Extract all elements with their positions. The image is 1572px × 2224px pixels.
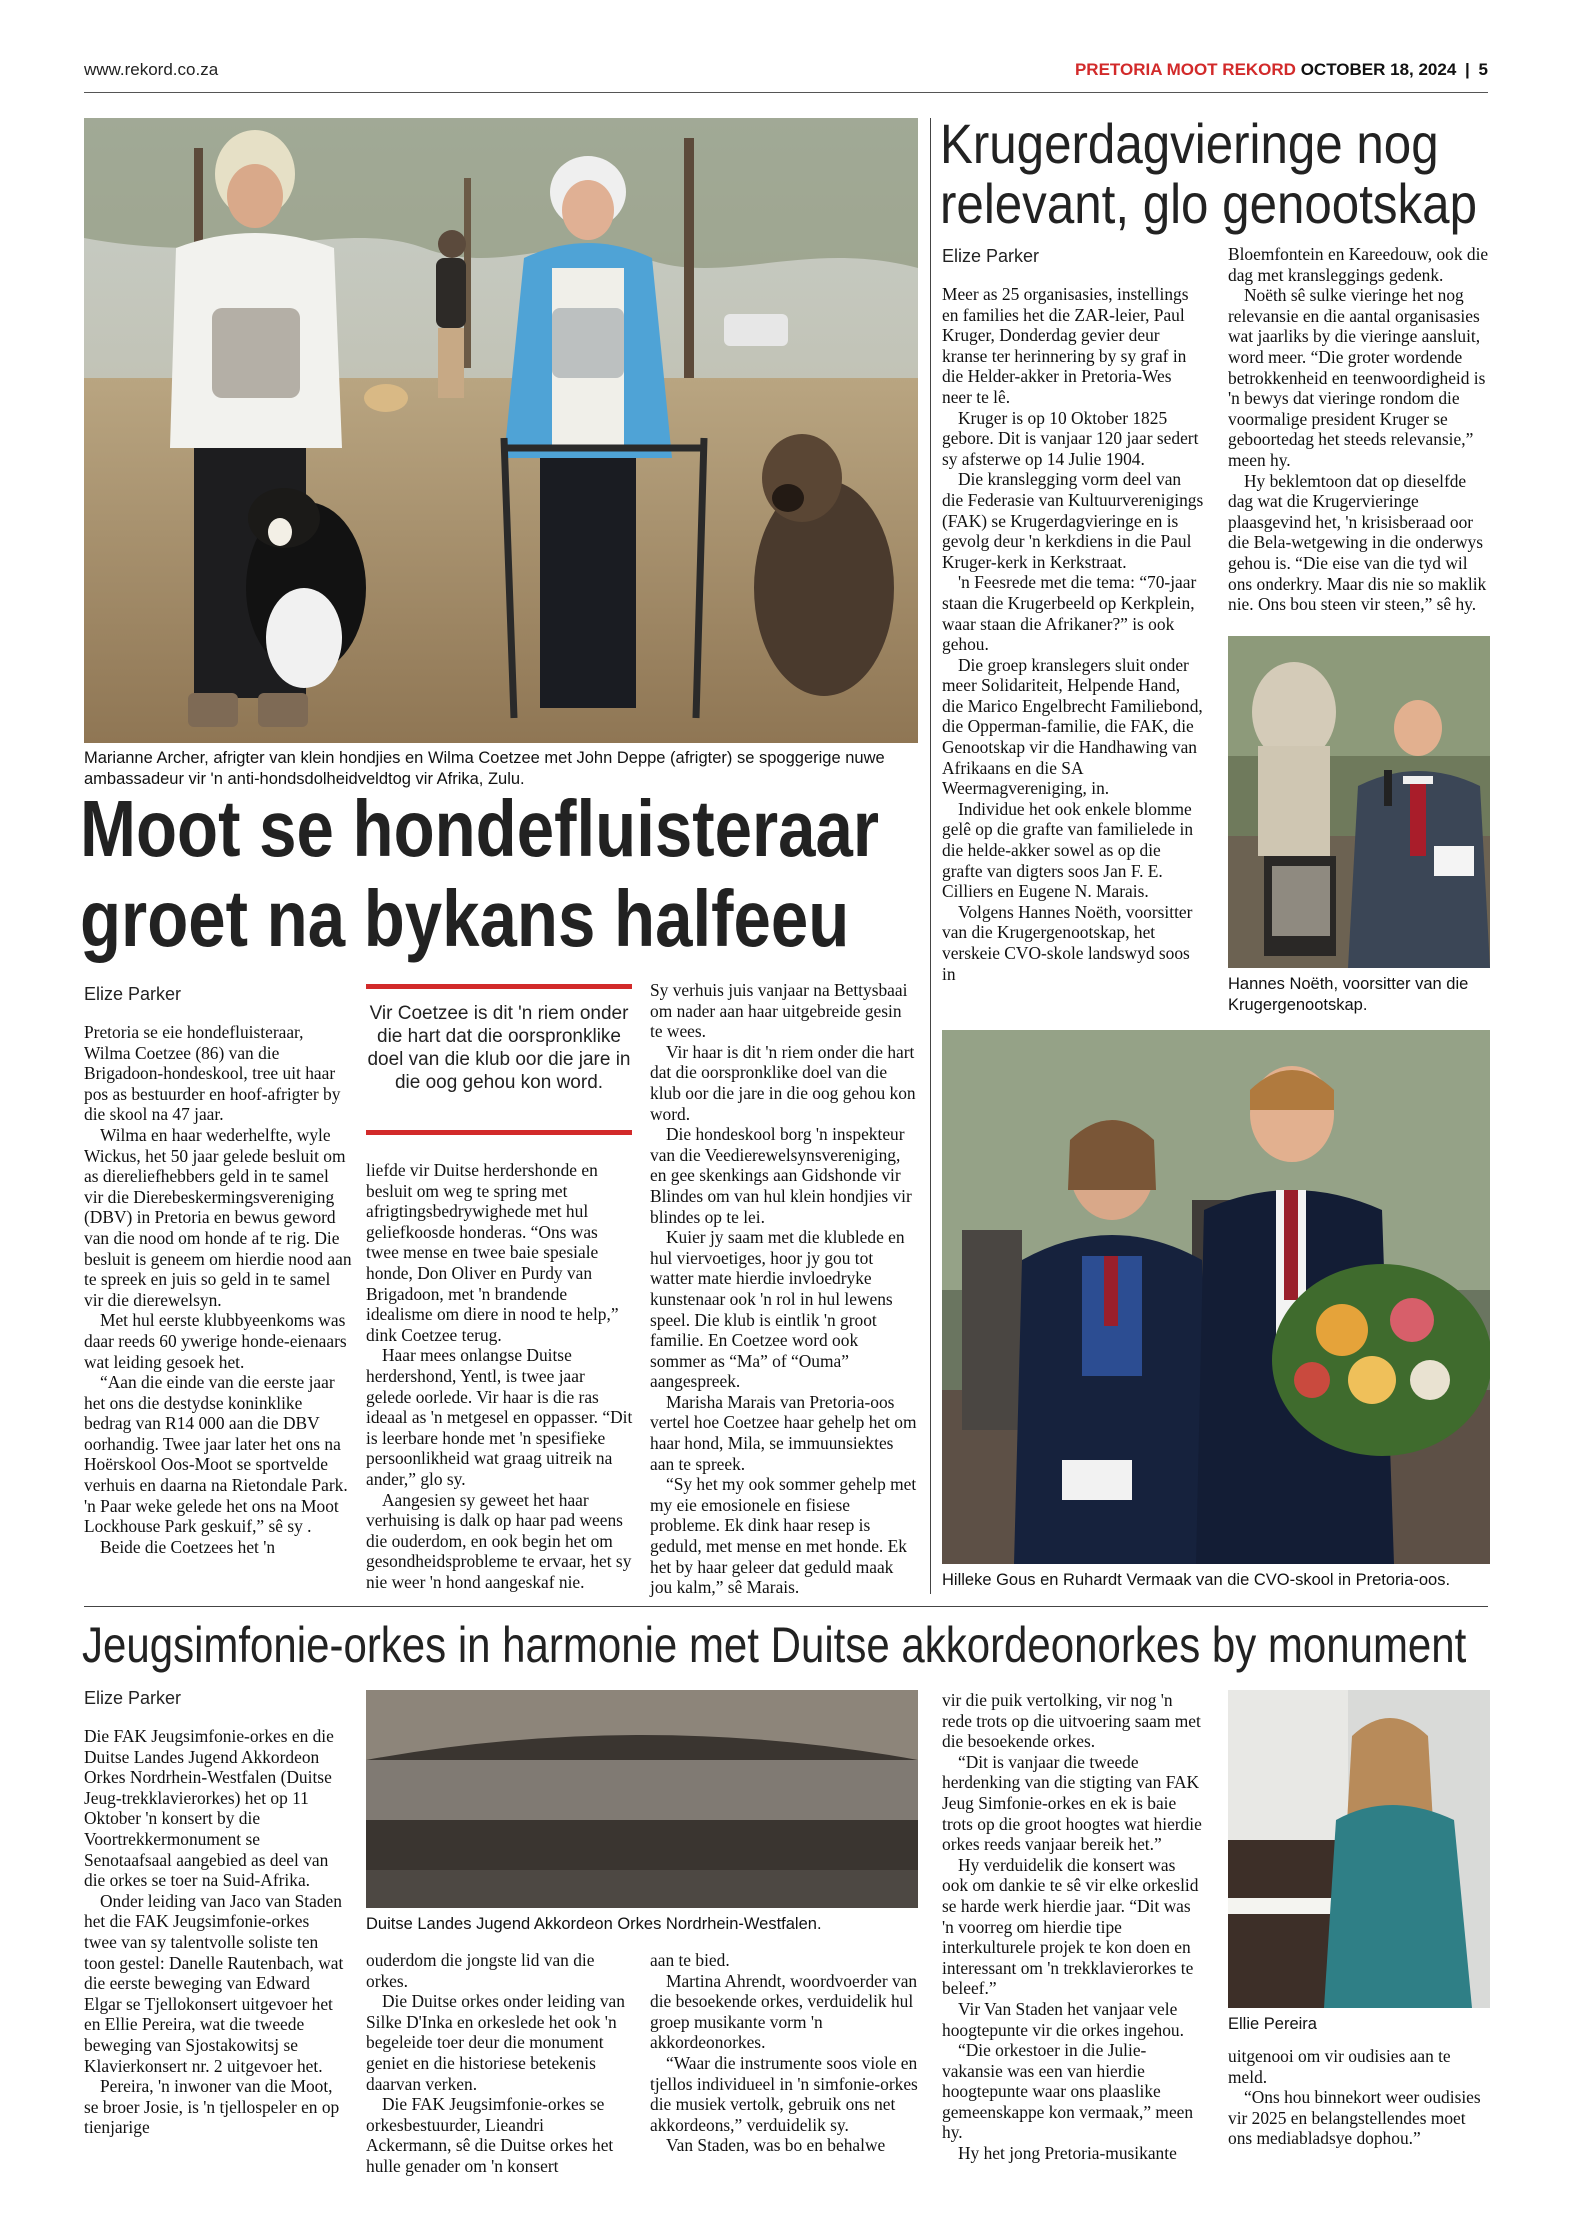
kruger-col1-p7: Volgens Hannes Noëth, voorsitter van die Krugergenootskap, het verskeie CVO-skole landswyd soos in bbox=[942, 901, 1193, 984]
dog-headline-line1: Moot se hondefluisteraar bbox=[80, 784, 880, 873]
students-photo bbox=[942, 1030, 1490, 1564]
dog-col1-p1: Pretoria se eie hondefluisteraar, Wilma Coetzee (86) van die Brigadoon-hondeskool, tree uit haar pos as bestuurder en hoof-afrigter by die skool na 47 jaar. bbox=[84, 1022, 341, 1125]
students-photo-caption: Hilleke Gous en Ruhardt Vermaak van die CVO-skool in Pretoria-oos. bbox=[942, 1571, 1451, 1589]
orchestra-column-5 bbox=[1228, 2046, 1490, 2149]
page-header-info bbox=[1075, 60, 1488, 80]
kruger-column-2 bbox=[1228, 244, 1490, 615]
dog-photo bbox=[84, 118, 918, 743]
dog-column-3 bbox=[650, 980, 918, 1598]
pull-quote-rule-bottom bbox=[366, 1130, 632, 1135]
pull-quote: Vir Coetzee is dit 'n riem onder die hart dat die oorspronklike doel van die klub oor die jare in die oog gehou kon word. bbox=[367, 1003, 631, 1093]
orch-col3-p2: Martina Ahrendt, woordvoerder van die besoekende orkes, verduidelik hul groep musikante vorm 'n akkordeonorkes. bbox=[650, 1970, 918, 2053]
issue-date: OCTOBER 18, 2024 bbox=[1300, 60, 1457, 79]
orchestra-photo bbox=[366, 1690, 918, 1908]
kruger-col1-p3: Die kranslegging vorm deel van die Federasie van Kultuurverenigings (FAK) se Krugerdagvieringe en is gevolg deur 'n kerkdiens in die Paul Kruger-kerk in Kerkstraat. bbox=[942, 469, 1204, 572]
dog-col1-p4: “Aan die einde van die eerste jaar het ons die destydse koninklike bedrag van R14 000 aan die DBV oorhandig. Twee jaar later het ons na Hoërskool Oos-Moot se sportvelde verhuis en daarna na Rietondale Park. 'n Paar weke gelede het ons na Moot Lockhouse Park geskuif,” sê sy . bbox=[84, 1372, 348, 1537]
dog-col3-p4: Kuier jy saam met die klublede en hul viervoetiges, hoor jy gou tot watter mate hierdie invloedryke kunstenaar ook 'n rol in hul lewens speel. Die klub is eintlik 'n groot familie. En Coetzee word ook sommer as “Ma” of “Ouma” aangespreek. bbox=[650, 1227, 905, 1392]
site-url[interactable]: www.rekord.co.za bbox=[84, 60, 219, 79]
orchestra-column-1 bbox=[84, 1726, 346, 2138]
orchestra-photo-caption: Duitse Landes Jugend Akkordeon Orkes Nordrhein-Westfalen. bbox=[366, 1915, 822, 1933]
orch-col2-p2: Die Duitse orkes onder leiding van Silke D'Inka en orkeslede het ook 'n begeleide toer deur die monument geniet en die historiese betekenis daarvan verken. bbox=[366, 1991, 625, 2094]
dog-col3-p2: Vir haar is dit 'n riem onder die hart dat die oorspronklike doel van die klub oor die jare in die oog gehou kon word. bbox=[650, 1041, 916, 1124]
orchestra-column-4 bbox=[942, 1690, 1204, 2164]
dog-column-1 bbox=[84, 1022, 352, 1557]
dog-col2-p2: Haar mees onlangse Duitse herdershond, Yentl, is twee jaar gelede oorlede. Vir haar is die ras ideaal as 'n metgesel en oppasser. “Dit is leerbare honde met 'n spesifieke persoonlikheid wat graag uitreik na ander,” glo sy. bbox=[366, 1345, 633, 1489]
orch-col4-p2: “Dit is vanjaar die tweede herdenking van die stigting van FAK Jeug Simfonie-orkes en ek is baie trots op die groot hoogtes wat hierdie orkes reeds vanjaar bereik het.” bbox=[942, 1751, 1202, 1855]
kruger-col1-p6: Individue het ook enkele blomme gelê op die grafte van familielede in die helde-akker sowel as op die grafte van digters soos Jan F. E. Cilliers en Eugene N. Marais. bbox=[942, 798, 1194, 902]
pull-quote-rule-top bbox=[366, 984, 632, 989]
orchestra-column-3 bbox=[650, 1950, 918, 2156]
orchestra-column-2 bbox=[366, 1950, 632, 2177]
kruger-col1-p4: 'n Feesrede met die tema: “70-jaar staan die Krugerbeeld op Kerkplein, waar staan die Afrikaner?” is ook gehou. bbox=[942, 572, 1197, 655]
orch-col3-p1: aan te bied. bbox=[650, 1950, 730, 1970]
dog-col2-p3: Aangesien sy geweet het haar verhuising is dalk op haar pad weens die ouderdom, en ook begin het om gesondheidsprobleme te ervaar, het sy nie weer 'n hond aangeskaf nie. bbox=[366, 1489, 632, 1592]
column-divider bbox=[930, 118, 931, 1594]
dog-headline-line2: groet na bykans halfeeu bbox=[80, 874, 850, 963]
header-separator: | bbox=[1465, 60, 1470, 79]
page-number: 5 bbox=[1478, 60, 1488, 79]
kruger-col1-p1: Meer as 25 organisasies, instellings en families het die ZAR-leier, Paul Kruger, Donderdag gevier deur kranse ter herinnering by sy graf in die Helder-akker in Pretoria-Wes neer te lê. bbox=[942, 284, 1189, 407]
orch-col4-p3: Hy verduidelik die konsert was ook om dankie te sê vir elke orkeslid se harde werk hierdie jaar. “Dit was 'n voorreg om hierdie tipe interkulturele projek te kon doen en interessant om 'n trekklavierorkes te beleef.” bbox=[942, 1854, 1199, 1999]
dog-col1-p2: Wilma en haar wederhelfte, wyle Wickus, het 50 jaar gelede besluit om as diereliefhebbers geld in te samel vir die Dierebeskermingsvereniging (DBV) in Pretoria en bewus geword van die nood om honde af te rig. Die besluit is geneem om hierdie nood aan te spreek en juis so geld in te samel vir die dierewelsyn. bbox=[84, 1124, 352, 1310]
header-rule bbox=[84, 92, 1488, 93]
orch-col4-p1: vir die puik vertolking, vir nog 'n rede trots op die uitvoering saam met die besoekende orkes. bbox=[942, 1690, 1201, 1752]
orch-col5-p1: uitgenooi om vir oudisies aan te meld. bbox=[1228, 2046, 1451, 2087]
orch-col3-p4: Van Staden, was bo en behalwe bbox=[666, 2135, 886, 2156]
orch-col1-p2: Onder leiding van Jaco van Staden het die FAK Jeugsimfonie-orkes twee van sy talentvolle soliste ten toon gestel: Danelle Rautenbach, wat die eerste beweging van Edward Elgar se Tjellokonsert uitgevoer het en Ellie Pereira, wat die tweede beweging van Sjostakowitsj se Klavierkonsert nr. 2 uitgevoer het. bbox=[84, 1890, 344, 2076]
paper-name: PRETORIA MOOT REKORD bbox=[1074, 60, 1296, 79]
dog-photo-caption: Marianne Archer, afrigter van klein hondjies en Wilma Coetzee met John Deppe (afrigter) se spoggerige nuwe ambassadeur vir 'n anti-hondsdolheidveldtog vir Afrika, Zulu. bbox=[84, 749, 885, 788]
kruger-column-1 bbox=[942, 284, 1204, 984]
speaker-photo-caption: Hannes Noëth, voorsitter van die Krugergenootskap. bbox=[1228, 975, 1469, 1014]
dog-col1-p3: Met hul eerste klubbyeenkoms was daar reeds 60 ywerige honde-eienaars wat leiding gesoek het. bbox=[84, 1310, 347, 1372]
orch-col2-p3: Die FAK Jeugsimfonie-orkes se orkesbestuurder, Lieandri Ackermann, sê die Duitse orkes het hulle genader om 'n konsert bbox=[366, 2094, 614, 2176]
orch-col4-p4: Vir Van Staden het vanjaar vele hoogtepunte vir die orkes ingehou. bbox=[942, 1998, 1184, 2040]
orch-col1-p3: Pereira, 'n inwoner van die Moot, se broer Josie, is 'n tjellospeler en op tienjarige bbox=[84, 2076, 340, 2138]
kruger-col2-p2: Noëth sê sulke vieringe het nog relevansie en die aantal organisasies wat jaarliks by die vieringe aansluit, word meer. “Die groter wordende betrokkenheid en teenwoordigheid is 'n bewys dat vieringe rondom die voormalige president Kruger se geboortedag het steeds relevansie,” meen hy. bbox=[1228, 285, 1486, 470]
kruger-col2-p3: Hy beklemtoon dat op dieselfde dag wat die Krugervieringe plaasgevind het, 'n krisisberaad oor die Bela-wetgewing in die onderwys gehou is. “Die eise van die tyd wil ons onderkry. Maar dis nie so maklik nie. Ons bou steen vir steen,” sê hy. bbox=[1228, 470, 1487, 615]
orch-col4-p5: “Die orkestoer in die Julie-vakansie was een van hierdie hoogtepunte waar ons plaaslike gemeenskappe kon vermaak,” meen hy. bbox=[942, 2040, 1194, 2143]
dog-col2-p1: liefde vir Duitse herdershonde en besluit om weg te spring met afrigtingsbedrywighede met hul geliefkoosde honderas. “Ons was twee mense en twee baie spesiale honde, Don Oliver en Purdy van Brigadoon, met 'n brandende idealisme om diere in nood te help,” dink Coetzee terug. bbox=[366, 1160, 619, 1345]
kruger-col1-p5: Die groep kranslegers sluit onder meer Solidariteit, Helpende Hand, die Marico Engelbrecht Familiebond, die Opperman-familie, die FAK, die Genootskap vir die Handhawing van Afrikaans en die SA Weermagvereniging, in. bbox=[942, 654, 1203, 799]
pianist-photo bbox=[1228, 1690, 1490, 2008]
orch-col1-p1: Die FAK Jeugsimfonie-orkes en die Duitse Landes Jugend Akkordeon Orkes Nordrhein-Westfalen (Duitse Jeug-trekklavierorkes) het op 11 Oktober 'n konsert by die Voortrekkermonument se Senotaafsaal aangebied as deel van die orkes se toer na Suid-Afrika. bbox=[84, 1726, 334, 1891]
dog-byline: Elize Parker bbox=[84, 984, 182, 1004]
orchestra-byline: Elize Parker bbox=[84, 1688, 182, 1708]
dog-col3-p6: “Sy het my ook sommer gehelp met my eie emosionele en fisiese probleme. Ek dink haar resep is geduld, met mense en met honde. Ek het by haar geleer dat geduld maak jou kalm,” sê Marais. bbox=[650, 1474, 917, 1598]
kruger-col2-p1: Bloemfontein en Kareedouw, ook die dag met kransleggings gedenk. bbox=[1228, 244, 1489, 285]
orch-col2-p1: ouderdom die jongste lid van die orkes. bbox=[366, 1950, 595, 1991]
speaker-photo bbox=[1228, 636, 1490, 968]
orch-col3-p3: “Waar die instrumente soos viole en tjellos individueel in 'n simfonie-orkes die musiek vertolk, gebruik ons net akkordeons,” verduidelik sy. bbox=[650, 2052, 918, 2135]
kruger-headline-line2: relevant, glo genootskap bbox=[940, 172, 1477, 235]
dog-col3-p3: Die hondeskool borg 'n inspekteur van die Veedierewelsynsvereniging, en gee skenkings aan Gidshonde vir Blindes om van hul klein hondjies vir blindes op te lei. bbox=[650, 1124, 912, 1227]
kruger-headline-line1: Krugerdagvieringe nog bbox=[940, 112, 1439, 175]
dog-column-2 bbox=[366, 1160, 634, 1592]
kruger-byline: Elize Parker bbox=[942, 246, 1040, 266]
kruger-col1-p2: Kruger is op 10 Oktober 1825 gebore. Dit is vanjaar 120 jaar sedert sy afsterwe op 14 Julie 1904. bbox=[942, 407, 1199, 469]
pianist-photo-caption: Ellie Pereira bbox=[1228, 2015, 1317, 2033]
orch-col4-p6: Hy het jong Pretoria-musikante bbox=[958, 2143, 1177, 2164]
dog-col3-p1: Sy verhuis juis vanjaar na Bettysbaai om nader aan haar uitgebreide gesin te wees. bbox=[650, 980, 908, 1042]
orchestra-headline: Jeugsimfonie-orkes in harmonie met Duitse akkordeonorkes by monument bbox=[82, 1617, 1467, 1673]
dog-col3-p5: Marisha Marais van Pretoria-oos vertel hoe Coetzee haar gehelp het om haar hond, Mila, se immuunsiektes aan te spreek. bbox=[650, 1391, 917, 1474]
section-divider bbox=[84, 1606, 1488, 1607]
orch-col5-p2: “Ons hou binnekort weer oudisies vir 2025 en belangstellendes moet ons mediabladsye dophou.” bbox=[1228, 2087, 1481, 2149]
dog-col1-p5: Beide die Coetzees het 'n bbox=[100, 1536, 276, 1557]
